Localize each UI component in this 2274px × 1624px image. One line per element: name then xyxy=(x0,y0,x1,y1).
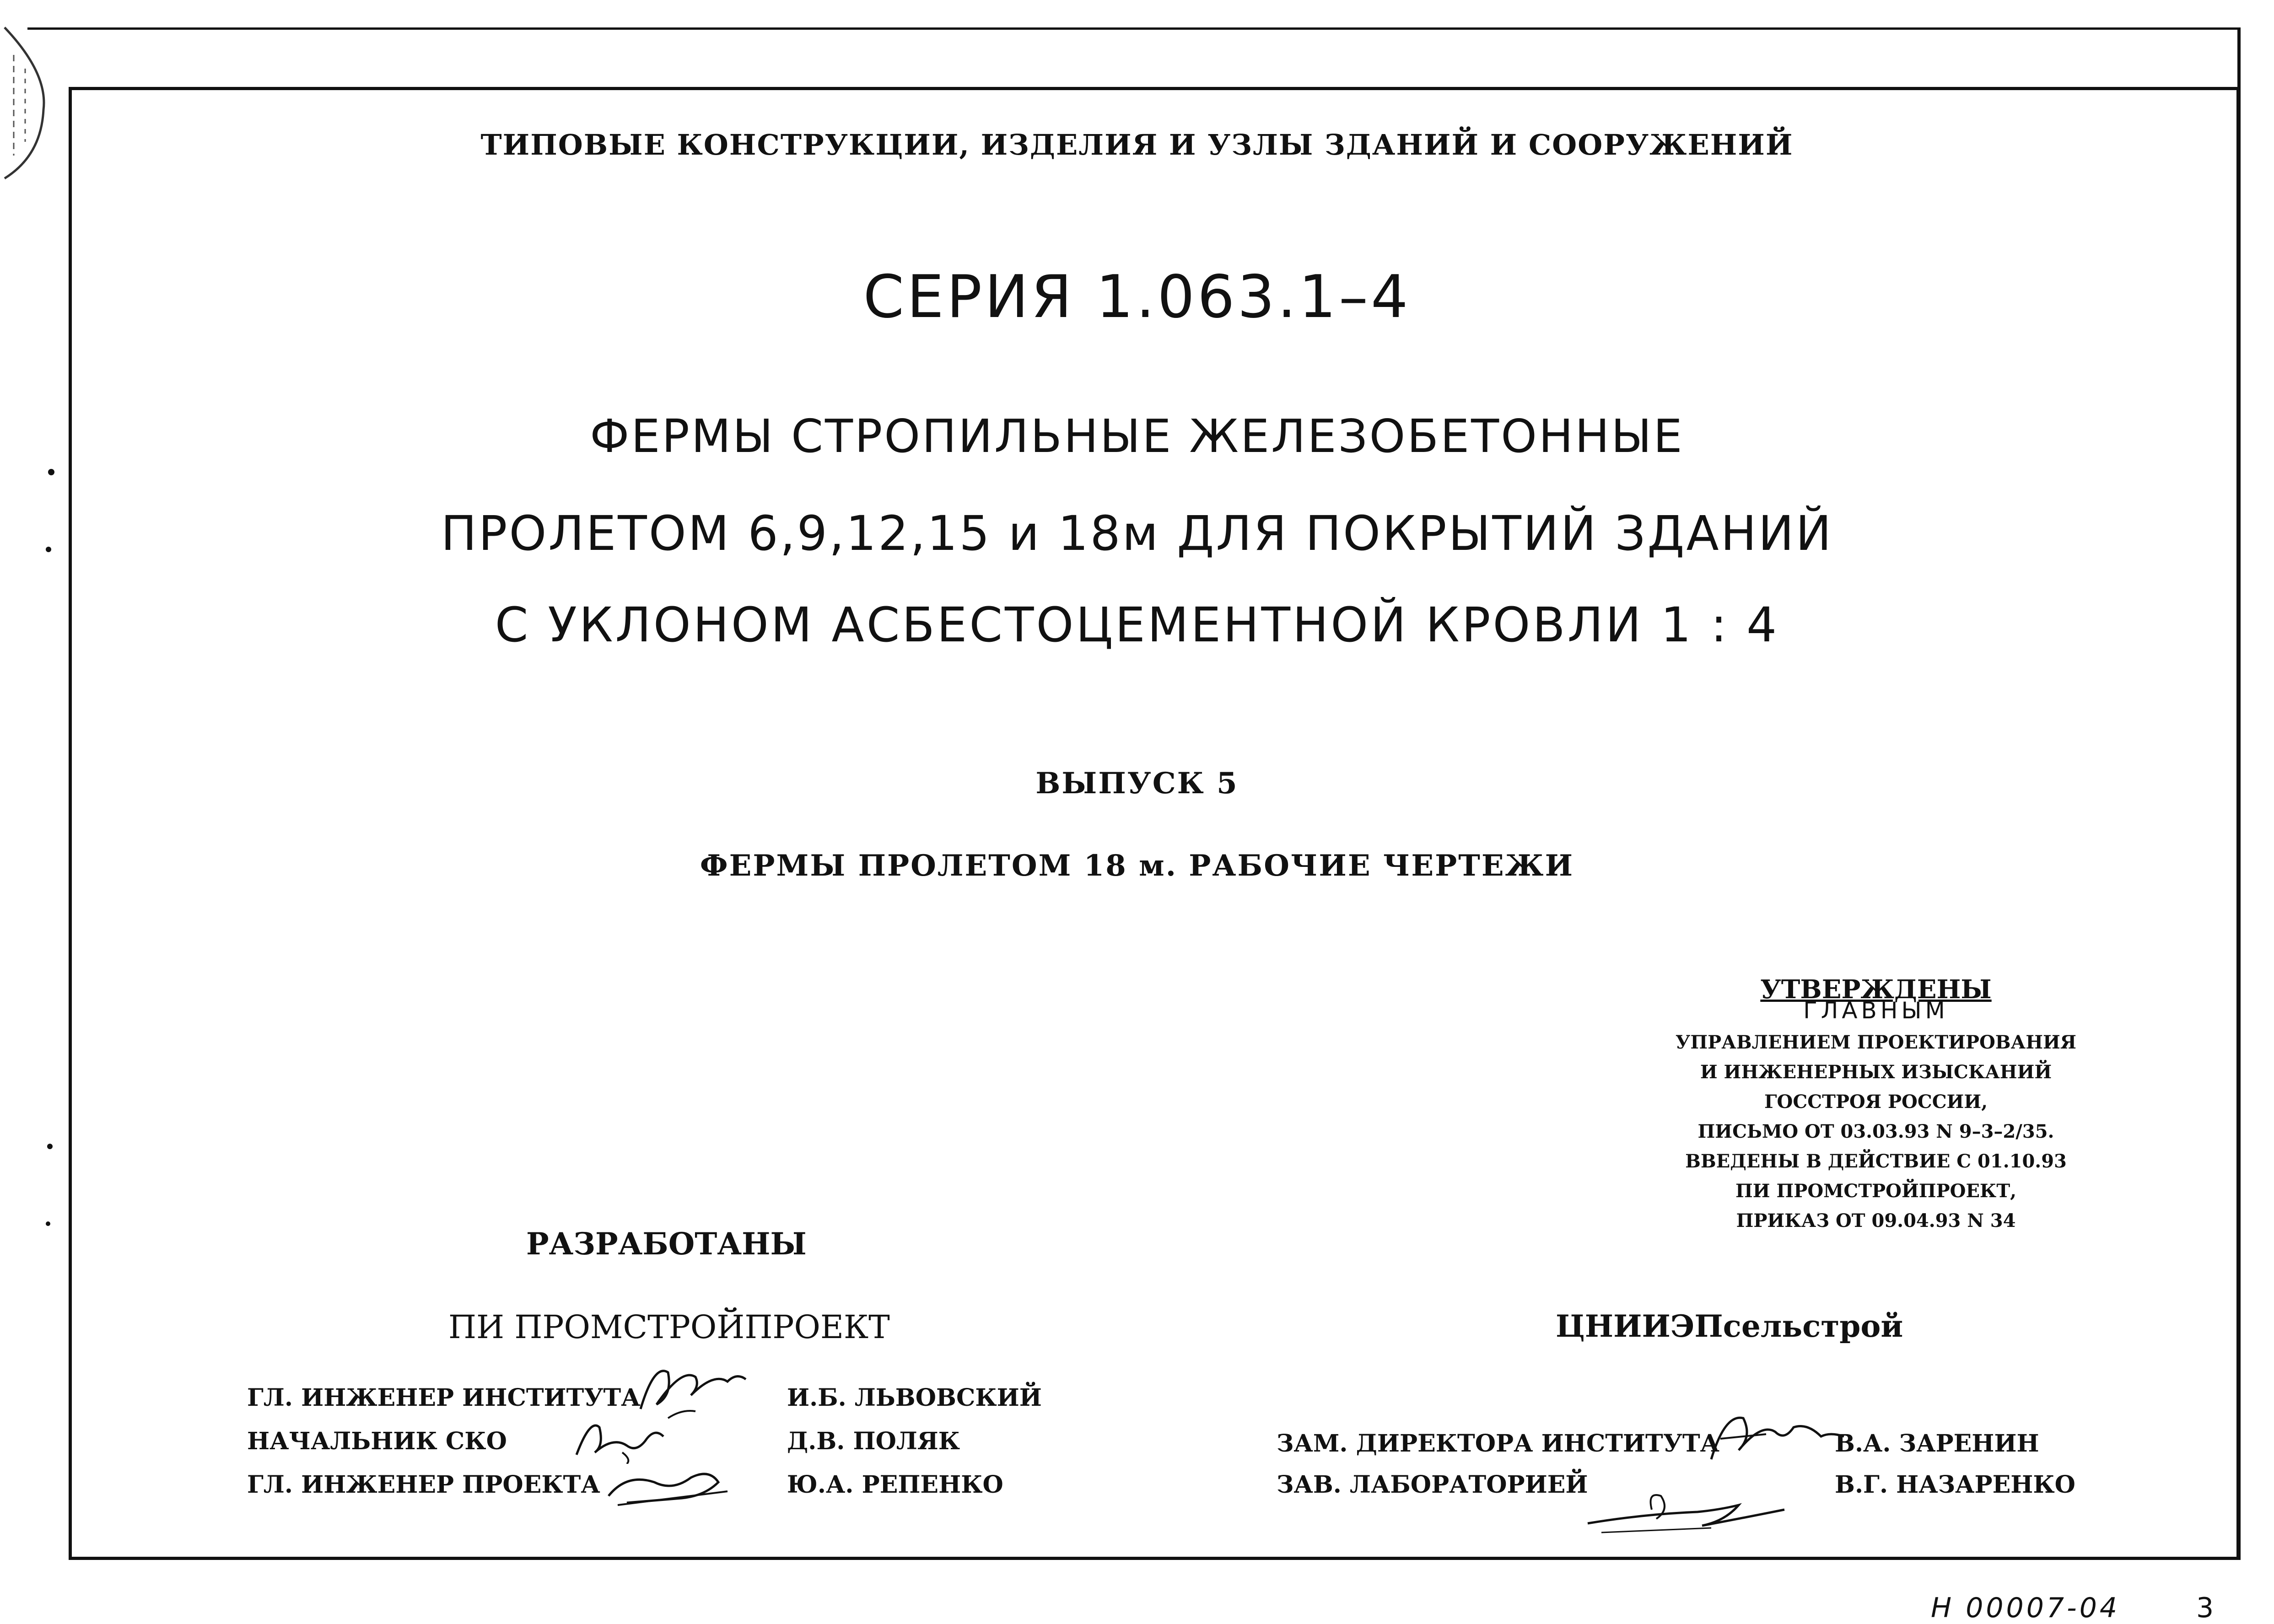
footer-page-number: 3 xyxy=(2196,1592,2214,1624)
signatory-name: И.Б. ЛЬВОВСКИЙ xyxy=(787,1384,1042,1412)
approval-line: ПРИКАЗ ОТ 09.04.93 N 34 xyxy=(1736,1210,2016,1231)
signature-zarenin-icon xyxy=(1693,1395,1848,1473)
signatory-role: НАЧАЛЬНИК СКО xyxy=(247,1427,507,1455)
approval-line: ГОССТРОЯ РОССИИ, xyxy=(1764,1091,1988,1113)
title-line-2: ПРОЛЕТОМ 6,9,12,15 и 18м ДЛЯ ПОКРЫТИЙ ЗДАНИЙ xyxy=(441,505,1833,561)
developed-by-heading: РАЗРАБОТАНЫ xyxy=(526,1226,807,1262)
issue-label: ВЫПУСК 5 xyxy=(1035,766,1239,801)
signatory-name: В.Г. НАЗАРЕНКО xyxy=(1835,1471,2075,1499)
right-organization: ЦНИИЭПсельстрой xyxy=(1556,1308,1903,1344)
sheet-top-edge xyxy=(27,27,2241,30)
approval-line: УПРАВЛЕНИЕМ ПРОЕКТИРОВАНИЯ xyxy=(1675,1032,2077,1053)
title-line-3: С УКЛОНОМ АСБЕСТОЦЕМЕНТНОЙ КРОВЛИ 1 : 4 xyxy=(495,597,1779,653)
approval-line: ПИСЬМО ОТ 03.03.93 N 9–3–2/35. xyxy=(1697,1121,2054,1142)
punch-mark xyxy=(46,1221,50,1226)
signature-polyak-icon xyxy=(567,1409,686,1464)
signature-repenko-icon xyxy=(599,1459,750,1514)
document-supertitle: ТИПОВЫЕ КОНСТРУКЦИИ, ИЗДЕЛИЯ И УЗЛЫ ЗДАНИЙ И СООРУЖЕНИЙ xyxy=(480,128,1794,161)
signatory-name: В.А. ЗАРЕНИН xyxy=(1835,1430,2039,1457)
approval-line: И ИНЖЕНЕРНЫХ ИЗЫСКАНИЙ xyxy=(1700,1061,2052,1083)
signatory-role: ЗАМ. ДИРЕКТОРА ИНСТИТУТА xyxy=(1277,1430,1719,1457)
signature-nazarenko-icon xyxy=(1574,1478,1803,1542)
signatory-name: Ю.А. РЕПЕНКО xyxy=(787,1471,1003,1499)
approval-heading: УТВЕРЖДЕНЫ xyxy=(1760,974,1992,1005)
signatory-role: ГЛ. ИНЖЕНЕР ИНСТИТУТА xyxy=(247,1384,641,1412)
punch-mark xyxy=(47,1144,53,1149)
approval-line: ВВЕДЕНЫ В ДЕЙСТВИЕ С 01.10.93 xyxy=(1685,1151,2067,1172)
footer-code: Н 00007-04 xyxy=(1931,1592,2120,1624)
series-number: СЕРИЯ 1.063.1–4 xyxy=(863,263,1411,331)
approval-line: ПИ ПРОМСТРОЙПРОЕКТ, xyxy=(1735,1180,2017,1202)
signatory-name: Д.В. ПОЛЯК xyxy=(787,1427,960,1455)
signatory-role: ЗАВ. ЛАБОРАТОРИЕЙ xyxy=(1277,1471,1588,1499)
left-organization: ПИ ПРОМСТРОЙПРОЕКТ xyxy=(448,1308,890,1346)
title-line-1: ФЕРМЫ СТРОПИЛЬНЫЕ ЖЕЛЕЗОБЕТОННЫЕ xyxy=(590,409,1684,463)
punch-mark xyxy=(48,469,54,475)
approval-handwritten: ГЛАВНЫМ xyxy=(1803,997,1949,1024)
issue-subtitle: ФЕРМЫ ПРОЛЕТОМ 18 м. РАБОЧИЕ ЧЕРТЕЖИ xyxy=(700,849,1574,883)
signatory-role: ГЛ. ИНЖЕНЕР ПРОЕКТА xyxy=(247,1471,600,1499)
